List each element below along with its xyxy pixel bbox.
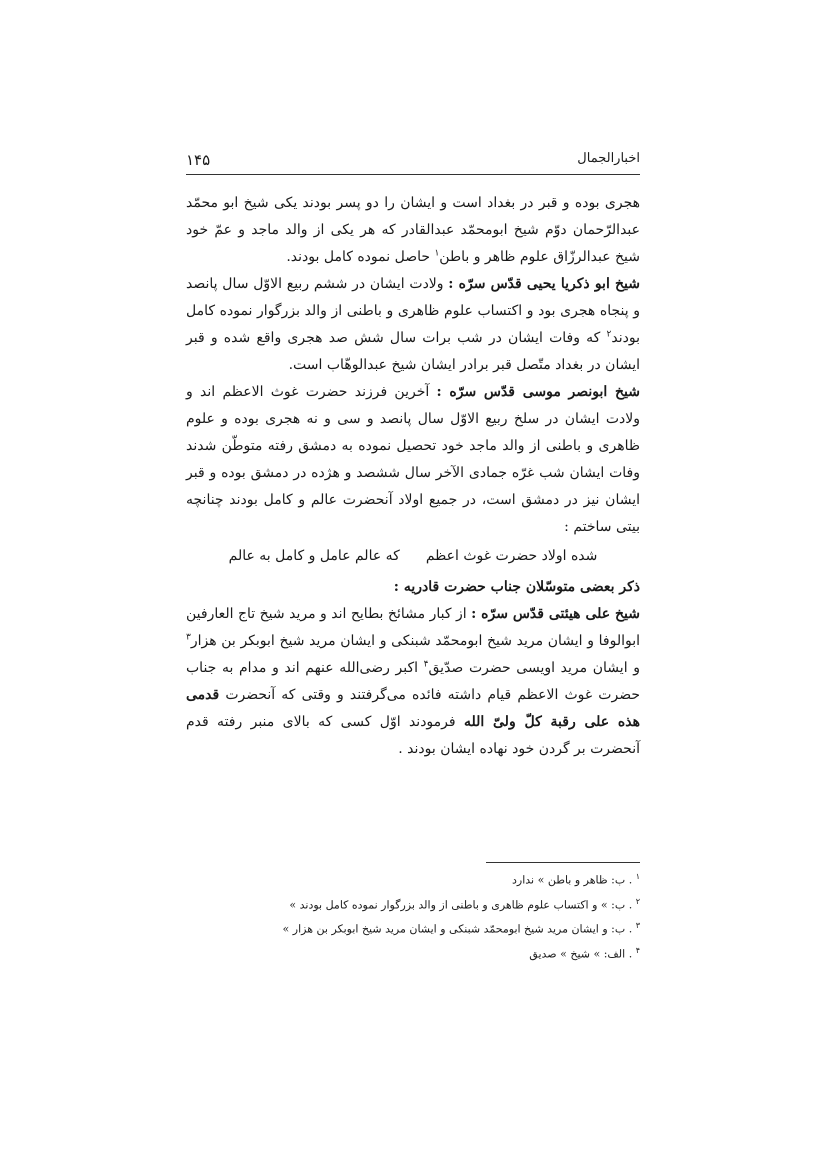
- paragraph-1-text: هجری بوده و قبر در بغداد است و ایشان را دو پسر بودند یکی شیخ ابو محمّد عبدالرّحمان دوّم شیخ ابومحمّد عبدالقادر که هر یکی از والد ماجد و عمّ خود شیخ عبدالرزّاق علوم ظاهر و باطن: [186, 195, 640, 265]
- paragraph-2: [186, 271, 640, 379]
- footnote-ref-1: ۱: [434, 248, 440, 259]
- footnote-1: [186, 866, 640, 891]
- paragraph-4-quote: قدمی هذه علی رقبة کلّ ولیّ الله: [186, 687, 640, 730]
- page-header: [186, 151, 640, 175]
- footnote-3-text: . ب: و ایشان مرید شیخ ابومحمّد شبنکی و ایشان مرید شیخ ابوبکر بن هزار »: [282, 922, 633, 936]
- paragraph-2-lead: شیخ ابو ذکریا یحیی قدّس سرّه :: [448, 276, 640, 292]
- footnote-ref-3: ۳: [186, 632, 191, 643]
- verse-hemistich-1: شده اولاد حضرت غوث اعظم: [425, 548, 598, 564]
- paragraph-1: [186, 190, 640, 271]
- footnote-1-text: . ب: ظاهر و باطن » ندارد: [512, 873, 633, 887]
- footnote-2-text: . ب: » و اکتساب علوم ظاهری و باطنی از والد بزرگوار نموده کامل بودند »: [289, 898, 633, 912]
- paragraph-3-text: آخرین فرزند حضرت غوث الاعظم اند و ولادت ایشان در سلخ ربیع الاوّل سال پانصد و سی و نه هجری بوده و علوم ظاهری و باطنی از والد ماجد خود تحصیل نموده به دمشق رفته متوطّن شدند وفات ایشان شب غرّه جمادی الآخر سال ششصد و هژده در دمشق بوده و قبر ایشان نیز در دمشق است، در جمیع اولاد آنحضرت عالم و کامل بودند چنانچه بیتی ساختم :: [186, 384, 640, 535]
- footnote-2-number: ۲: [635, 896, 640, 906]
- paragraph-4-text-d: فرمودند اوّل کسی که بالای منبر رفته قدم آنحضرت بر گردن خود نهاده ایشان بودند .: [186, 714, 640, 757]
- paragraph-2-end: که وفات ایشان در شب برات سال شش صد هجری واقع شده و قبر ایشان در بغداد متّصل قبر برادر ایشان شیخ عبدالوهّاب است.: [186, 330, 640, 373]
- paragraph-3: [186, 379, 640, 541]
- paragraph-3-lead: شیخ ابونصر موسی قدّس سرّه :: [436, 384, 640, 400]
- verse-hemistich-2: که عالم عامل و کامل به عالم: [228, 548, 400, 564]
- paragraph-4-lead: شیخ علی هیئتی قدّس سرّه :: [471, 606, 640, 622]
- footnote-2: [186, 891, 640, 916]
- paragraph-4: [186, 601, 640, 763]
- section-heading: ذکر بعضی متوسّلان جناب حضرت قادریه :: [393, 579, 640, 595]
- header-rule: [186, 174, 640, 175]
- footnote-4-number: ۴: [635, 945, 640, 955]
- footnote-3: [186, 915, 640, 940]
- footnote-ref-4: ۴: [423, 659, 429, 670]
- paragraph-4-text-c: اکبر رضی‌الله عنهم اند و مدام به جناب حضرت غوث الاعظم قیام داشته فائده می‌گرفتند و وقتی که آنحضرت: [186, 660, 640, 703]
- footnote-3-number: ۳: [635, 921, 640, 931]
- paragraph-4-text-b: و ایشان مرید اویسی حضرت صدّیق: [428, 660, 640, 676]
- running-title: اخبارالجمال: [577, 151, 640, 166]
- paragraph-2-text: ولادت ایشان در ششم ربیع الاوّل سال پانصد و پنجاه هجری بود و اکتساب علوم ظاهری و باطنی از والد بزرگوار نموده کامل بودند: [186, 276, 640, 346]
- footnote-1-number: ۱: [635, 872, 640, 881]
- page-number: ۱۴۵: [186, 151, 211, 169]
- footnotes: [186, 866, 640, 965]
- footnote-4-text: . الف: » شیخ » صدیق: [529, 947, 633, 961]
- footnote-4: [186, 940, 640, 965]
- paragraph-1-end: حاصل نموده کامل بودند.: [286, 249, 435, 265]
- footnote-ref-2: ۲: [606, 329, 612, 340]
- footnote-rule: [486, 862, 640, 863]
- verse: [186, 543, 640, 570]
- body-text: [186, 190, 640, 763]
- paragraph-4-text-a: از کبار مشائخ بطایح اند و مرید شیخ تاج العارفین ابوالوفا و ایشان مرید شیخ ابومحمّد شبنکی و ایشان مرید شیخ ابوبکر بن هزار: [186, 606, 640, 649]
